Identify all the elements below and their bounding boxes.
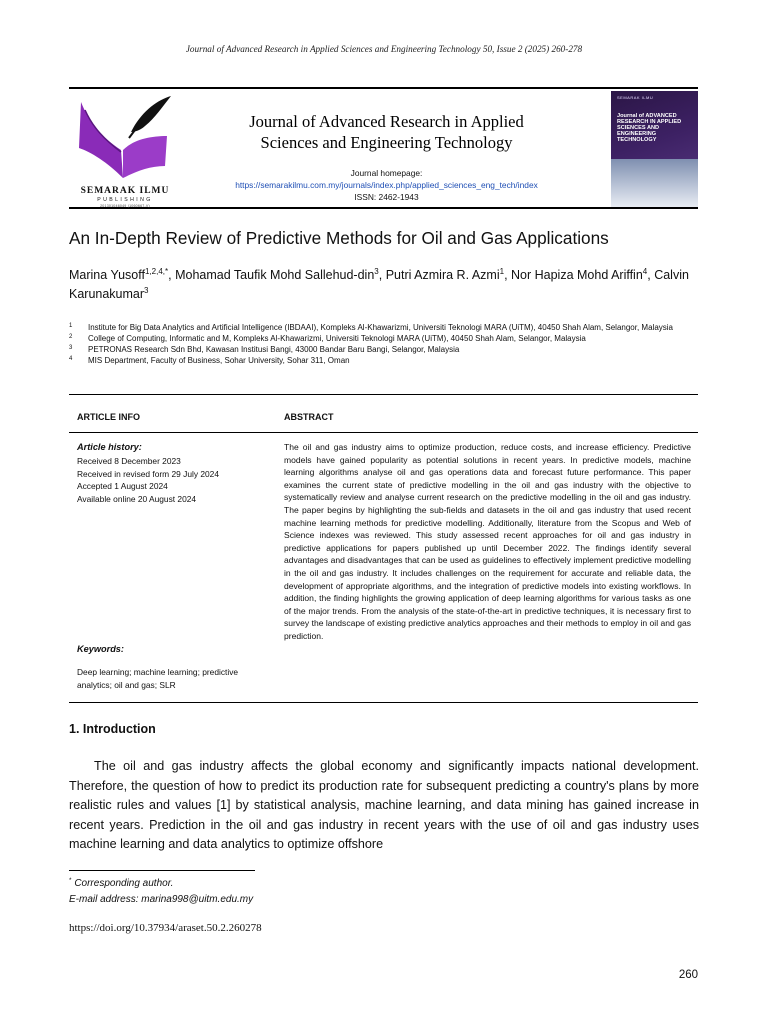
publisher-name: SEMARAK ILMU: [80, 186, 170, 196]
author-affiliation-mark: 1: [499, 267, 505, 276]
affiliation-text: Institute for Big Data Analytics and Artificial Intelligence (IBDAAI), Kompleks Al-Khawarizmi, Universiti Teknologi MARA (UiTM), 40450 Shah Alam, Selangor, Malaysia: [88, 323, 673, 332]
publisher-reg: 201301046049 (1060667-V): [100, 204, 150, 208]
affiliation-text: College of Computing, Informatic and M, Kompleks Al-Khawarizmi, Universiti Teknologi MARA (UiTM), 40450 Shah Alam, Selangor, Malaysia: [88, 334, 586, 343]
journal-masthead: [69, 87, 698, 209]
author-separator: ,: [168, 268, 176, 282]
history-received: Received 8 December 2023: [77, 456, 181, 466]
publisher-logo: [71, 92, 175, 206]
affiliation-text: MIS Department, Faculty of Business, Sohar University, Sohar 311, Oman: [88, 356, 350, 365]
keywords-title: Keywords:: [77, 644, 124, 654]
affiliation-item: [69, 333, 699, 344]
article-info-table: [69, 394, 698, 703]
paper-title: An In-Depth Review of Predictive Methods for Oil and Gas Applications: [69, 228, 609, 248]
cover-brand: SEMARAK ILMU: [617, 95, 654, 100]
footnote-rule: [69, 870, 255, 871]
journal-cover-thumbnail: [611, 91, 698, 207]
history-revised: Received in revised form 29 July 2024: [77, 468, 219, 479]
intro-paragraph: The oil and gas industry affects the global economy and significantly impacts national development. Therefore, the question of how to predict its production rate for subsequent predicting a country's plans by more realistic rules and values [1] by statistical analysis, machine learning, and data mining has gained increase in recent years. Prediction in the oil and gas industry in recent years with the use of oil and gas industry uses machine learning and data analytics to optimize offshore: [69, 759, 699, 851]
affiliations: [69, 322, 699, 366]
affiliation-number: 2: [69, 334, 73, 340]
history-accepted: Accepted 1 August 2024: [77, 481, 168, 491]
author-affiliation-mark: 3: [374, 267, 379, 276]
running-head: Journal of Advanced Research in Applied Sciences and Engineering Technology 50, Issue 2 (2025) 260-278: [185, 44, 583, 54]
page-number: 260: [678, 969, 698, 981]
affiliation-number: 4: [69, 356, 73, 362]
journal-title: [219, 111, 554, 153]
journal-title-line-1: Journal of Advanced Research in Applied: [249, 112, 524, 131]
affiliation-item: [69, 355, 699, 366]
author-name: Marina Yusoff: [69, 268, 145, 282]
author-separator: ,: [504, 268, 512, 282]
author-list: [69, 266, 699, 303]
article-info-heading: ARTICLE INFO: [77, 412, 140, 422]
keywords: Deep learning; machine learning; predictive analytics; oil and gas; SLR: [77, 667, 239, 690]
author-separator: ,: [647, 268, 655, 282]
divider: [69, 432, 698, 433]
cover-title: Journal of ADVANCED RESEARCH IN APPLIED SCIENCES AND ENGINEERING TECHNOLOGY: [617, 113, 682, 143]
author-separator: ,: [378, 268, 386, 282]
affiliation-number: 3: [69, 345, 73, 351]
author-name: Calvin Karunakumar: [69, 268, 689, 301]
author-name: Nor Hapiza Mohd Ariffin: [511, 268, 643, 282]
homepage-label: Journal homepage:: [350, 168, 423, 178]
doi-link[interactable]: https://doi.org/10.37934/araset.50.2.260278: [69, 922, 262, 934]
author-name: Mohamad Taufik Mohd Sallehud-din: [175, 268, 375, 282]
affiliation-item: [69, 344, 699, 355]
history-online: Available online 20 August 2024: [77, 493, 197, 504]
journal-title-line-2: Sciences and Engineering Technology: [260, 133, 513, 152]
section-heading: 1. Introduction: [69, 722, 156, 736]
article-history: [77, 455, 257, 505]
author-name: Putri Azmira R. Azmi: [385, 268, 500, 282]
footnote-mark: *: [69, 877, 72, 884]
abstract-heading: ABSTRACT: [284, 412, 334, 422]
issn: ISSN: 2462-1943: [354, 192, 419, 202]
affiliation-number: 1: [69, 323, 73, 329]
homepage-link[interactable]: https://semarakilmu.com.my/journals/index.php/applied_sciences_eng_tech/index: [235, 180, 538, 190]
publisher-sub: PUBLISHING: [97, 197, 153, 203]
author-affiliation-mark: 3: [144, 285, 149, 295]
affiliation-item: [69, 322, 699, 333]
corresponding-label: Corresponding author.: [74, 878, 174, 889]
history-title: Article history:: [77, 442, 142, 452]
cover-image: [611, 159, 698, 207]
author-affiliation-mark: 1,2,4,*: [144, 267, 169, 276]
author-affiliation-mark: 4: [642, 267, 648, 276]
abstract-text: The oil and gas industry aims to optimize production, reduce costs, and increase efficiency. Predictive models have gained popularity as potential solutions in recent years. In predictive models, machine learning algorithms analyse oil and gas operations data and forecast future performance. This paper examines the current state of predictive modelling in the oil and gas industry with the objective to systematically review and analyse current research on the predictive modelling in the oil and gas industry. The paper begins by highlighting the sub-fields and datasets in the oil and gas industry that used recent machine learning methods for predictive modelling. Additionally, literature from the Scopus and Web of Science indexes was reviewed. This study assessed recent approaches for oil and gas industry in predictive applications for papers published up until December 2022. The findings identify several advantages and disadvantages that can be used as guidelines to effectively implement predictive modelling in the oil and gas industry. It includes challenges on the requirement for accurate and reliable data, the development of appropriate algorithms, and the integration of predictive models into existing workflows. In addition, the finding highlights the growing application of deep learning algorithms for various tasks as one of the major trends. From the analysis of the state-of-the-art in predictive techniques, it is necessary first to survey the landscape of existing predictive analytics approaches and their methods to employ in oil and gas prediction.: [284, 442, 691, 641]
affiliation-text: PETRONAS Research Sdn Bhd, Kawasan Institusi Bangi, 43000 Bandar Baru Bangi, Selangor, Malaysia: [88, 345, 460, 354]
book-quill-logo-icon: [71, 92, 175, 184]
footnote-corresponding: [69, 878, 173, 889]
footnote-email: E-mail address: marina998@uitm.edu.my: [69, 894, 254, 905]
